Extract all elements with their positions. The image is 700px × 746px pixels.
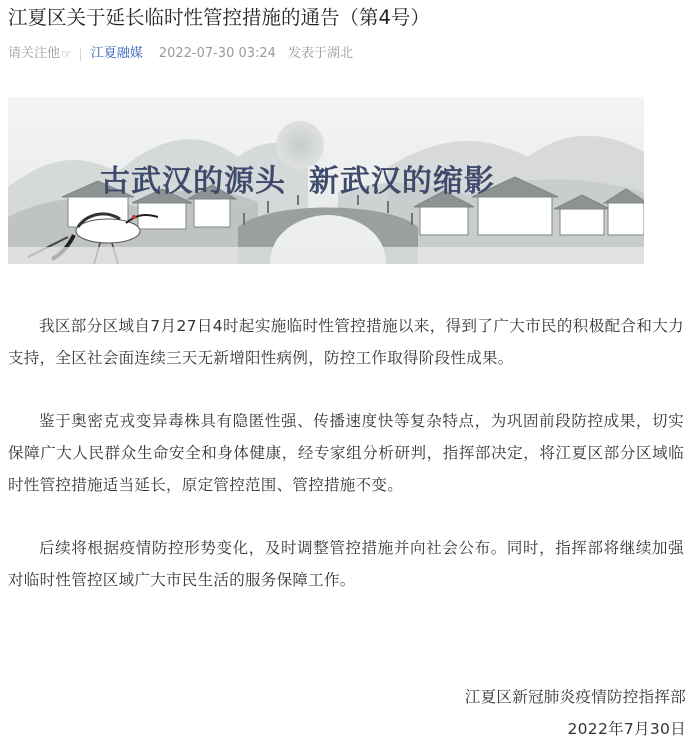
follow-label[interactable]: 请关注他 — [8, 46, 61, 61]
signature-date: 2022年7月30日 — [567, 720, 686, 738]
pointing-hand-icon[interactable]: ☞ — [61, 47, 72, 61]
source-link[interactable]: 江夏融媒 — [90, 46, 143, 61]
paragraph-2: 鉴于奥密克戎变异毒株具有隐匿性强、传播速度快等复杂特点，为巩固前段防控成果，切实保障广大人民群众生命安全和身体健康，经专家组分析研判，指挥部决定，将江夏区部分区域临时性管控措施适当延长，原定管控范围、管控措施不变。 — [8, 412, 684, 494]
banner-image — [8, 97, 644, 264]
paragraph-1: 我区部分区域自7月27日4时起实施临时性管控措施以来，得到了广大市民的积极配合和大力支持，全区社会面连续三天无新增阳性病例，防控工作取得阶段性成果。 — [8, 317, 684, 367]
paragraph-3: 后续将根据疫情防控形势变化，及时调整管控措施并向社会公布。同时，指挥部将继续加强对临时性管控区域广大市民生活的服务保障工作。 — [8, 539, 684, 589]
publish-time: 2022-07-30 03:24 — [158, 46, 276, 61]
article-meta — [8, 44, 353, 64]
signature-organization: 江夏区新冠肺炎疫情防控指挥部 — [464, 688, 686, 706]
article-body — [8, 310, 684, 596]
banner-headline: 古武汉的源头 新武汉的缩影 — [100, 164, 495, 199]
article-title: 江夏区关于延长临时性管控措施的通告（第4号） — [8, 6, 430, 29]
publish-location: 发表于湖北 — [287, 46, 353, 61]
meta-divider — [80, 48, 81, 61]
signature-block — [465, 681, 686, 745]
